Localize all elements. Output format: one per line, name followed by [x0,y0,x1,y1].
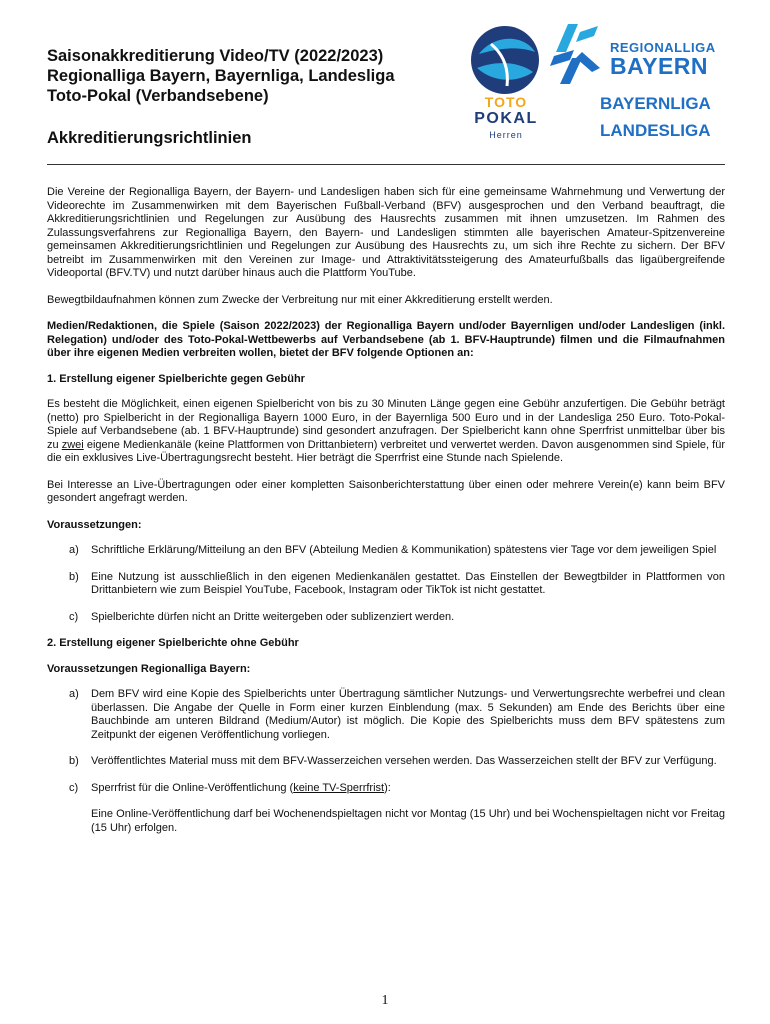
list-item-text: Spielberichte dürfen nicht an Dritte weitergeben oder sublizenziert werden. [91,610,455,623]
section-2-heading: 2. Erstellung eigener Spielberichte ohne Gebühr [47,637,299,649]
document-subtitle: Akkreditierungsrichtlinien [47,129,252,147]
bewegtbild-paragraph: Bewegtbildaufnahmen können zum Zwecke der Verbreitung nur mit einer Akkreditierung erstellt werden. [47,293,553,306]
bayernliga-word: BAYERNLIGA [600,94,711,113]
document-body [47,186,725,848]
list-item-label: b) [69,755,79,767]
document-header [47,46,457,148]
list-item [47,688,725,742]
list-item-text: Eine Nutzung ist ausschließlich in den eigenen Medienkanälen gestattet. Das Einstellen der Bewegtbilder in Plattformen von Drittanbietern wie zum Beispiel YouTube, Facebook, Instagram oder TikTok ist nicht gestattet. [91,570,725,596]
title-line-3: Toto-Pokal (Verbandsebene) [47,87,269,105]
section-1-paragraph-1: Es besteht die Möglichkeit, einen eigenen Spielbericht von bis zu 30 Minuten Länge gegen eine Gebühr anzufertigen. Die Gebühr beträgt (netto) pro Spielbericht in der Regionalliga Bayern 1000 Euro, in der Bayernliga 500 Euro und in der Landesliga 250 Euro. Toto-Pokal-Spiele auf Verbandsebene (ab. 1 BFV-Hauptrunde) sind gesondert anzufragen. Der Spielbericht kann ohne Sperrfrist unmittelbar über bis zu zwei eigene Medienkanäle (keine Plattformen von Drittanbietern) verbreitet und verwertet werden. Davon ausgenommen sind Spiele, für die ein exklusives Live-Übertragungsrecht besteht. Hier beträgt die Sperrfrist eine Stunde nach Spielende. [47,398,725,464]
toto-pokal-logo [466,24,546,144]
header-divider [47,164,725,165]
herren-word: Herren [489,130,523,140]
list-item-label: c) [69,610,79,623]
list-item-text: Sperrfrist für die Online-Veröffentlichung (keine TV-Sperrfrist): [91,781,391,794]
bayern-word: BAYERN [610,53,709,79]
landesliga-word: LANDESLIGA [600,121,711,140]
page-number: 1 [381,993,389,1008]
voraussetzungen-heading: Voraussetzungen: [47,518,142,531]
list-item-text: Veröffentlichtes Material muss mit dem BFV-Wasserzeichen versehen werden. Das Wasserzeichen stellt der BFV zur Verfügung. [91,755,717,767]
section-1-heading: 1. Erstellung eigener Spielberichte gegen Gebühr [47,372,305,385]
list-item [47,544,725,558]
list-item-label: c) [69,781,79,794]
list-item [47,755,725,769]
options-intro-paragraph: Medien/Redaktionen, die Spiele (Saison 2022/2023) der Regionalliga Bayern und/oder Bayernligen und/oder Landesligen (inkl. Relegation) und/oder des Toto-Pokal-Wettbewerbs auf Verbandsebene (ab 1. BFV-Hauptrunde) filmen und die Filmaufnahmen über ihre eigenen Medien verbreiten wollen, bietet der BFV folgende Optionen an: [47,320,725,359]
list-item [47,782,725,796]
sperrfrist-detail: Eine Online-Veröffentlichung darf bei Wochenendspieltagen nicht vor Montag (15 Uhr) und bei Wochenspieltagen nicht vor Freitag (15 Uhr) erfolgen. [91,808,725,834]
intro-paragraph: Die Vereine der Regionalliga Bayern, der Bayern- und Landesligen haben sich für eine gemeinsame Wahrnehmung und Verwertung der Videorechte im Zusammenwirken mit dem Bayerischen Fußball-Verband (BFV) ausgesprochen und den Verband beauftragt, die Akkreditierungsrichtlinien und Regelungen zur Ausübung des Hausrechts zusammen mit ihnen umzusetzen. Im Rahmen des Zulassungsverfahrens zur Regionalliga Bayern, den Bayern- und Landesligen stimmten alle bayerischen Amateur-Spitzenvereine gemeinsamen Akkreditierungsrichtlinien und Regelungen zur Ausübung des Hausrechts zu, um sich ihre Rechte zu sichern. Der BFV betreibt im Zusammenwirken mit den Vereinen zur Image- und Attraktivitätssteigerung des Amateurfußballs das ligaübergreifende Videoportal (BFV.TV) und nutzt darüber hinaus auch die Plattform YouTube. [47,186,725,279]
underlined-zwei: zwei [61,438,84,451]
regionalliga-bayern-logo [548,22,728,147]
title-line-1: Saisonakkreditierung Video/TV (2022/2023) [47,47,384,65]
list-item [47,571,725,598]
regionalliga-mark-icon [548,22,608,86]
list-item-label: b) [69,570,79,583]
section-1-paragraph-2: Bei Interesse an Live-Übertragungen oder einer kompletten Saisonberichterstattung über einen oder mehrere Verein(e) kann beim BFV gesondert angefragt werden. [47,478,725,504]
list-item [47,611,725,625]
pokal-word: POKAL [474,110,538,127]
underlined-keine-tv-sperrfrist: keine TV-Sperrfrist [293,781,385,794]
list-item-label: a) [69,688,79,700]
toto-pokal-ball-icon [469,24,541,96]
title-line-2: Regionalliga Bayern, Bayernliga, Landesliga [47,67,395,85]
regionalliga-word: REGIONALLIGA [610,40,716,55]
section-2-voraussetzungen: Voraussetzungen Regionalliga Bayern: [47,662,251,675]
toto-word: TOTO [484,94,528,110]
list-item-text: Schriftliche Erklärung/Mitteilung an den BFV (Abteilung Medien & Kommunikation) spätestens vier Tage vor dem jeweiligen Spiel [91,544,717,556]
list-item-text: Dem BFV wird eine Kopie des Spielberichts unter Übertragung sämtlicher Nutzungs- und Verwertungsrechte werbefrei und clean überlassen. Die Angabe der Quelle in Form einer kurzen Einblendung (max. 5 Sekunden) am Ende des Berichts über eine Bauchbinde am unteren Bildrand (Medium/Autor) ist möglich. Die Kopie des Spielberichts muss dem BFV spätestens zum Zeitpunkt der eigenen Veröffentlichung vorliegen. [91,688,725,741]
list-item-label: a) [69,544,79,556]
